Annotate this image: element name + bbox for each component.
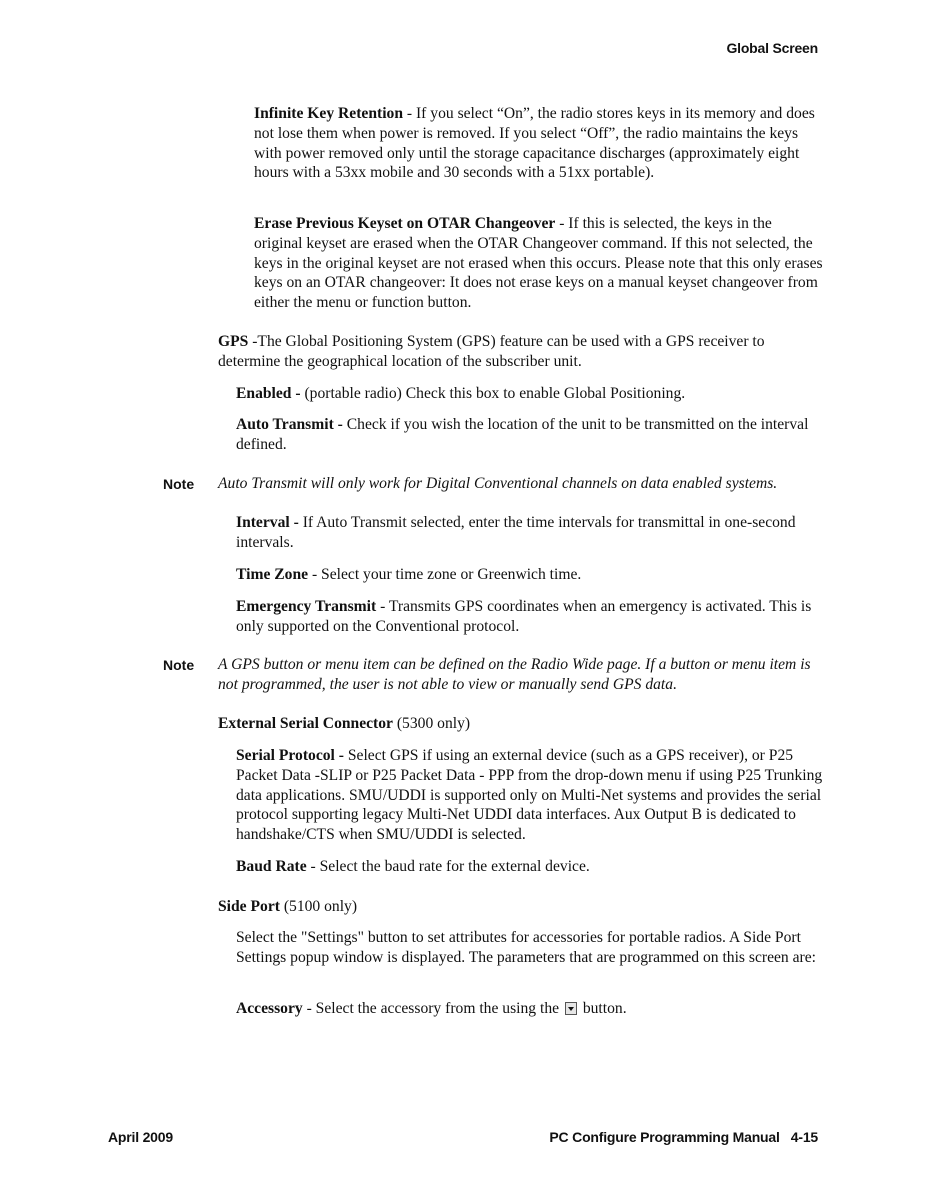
term-emergency-transmit: Emergency Transmit xyxy=(236,598,377,615)
paragraph-baud-rate xyxy=(236,857,826,877)
desc-gps: -The Global Positioning System (GPS) feature can be used with a GPS receiver to determine the geographical location of the subscriber unit. xyxy=(218,333,765,370)
term-interval: Interval - xyxy=(236,514,299,531)
desc-serial-protocol: Select GPS if using an external device (such as a GPS receiver), or P25 Packet Data -SLIP or P25 Packet Data - PPP from the drop-down menu if using P25 Trunking data applications. SMU/UDDI is supported only on Multi-Net systems and provides the serial protocol supporting legacy Multi-Net UDDI data interfaces. Aux Output B is dedicated to handshake/CTS when SMU/UDDI is selected. xyxy=(236,747,823,844)
footer-manual-page xyxy=(549,1129,818,1145)
desc-enabled: (portable radio) Check this box to enable Global Positioning. xyxy=(300,385,686,402)
dropdown-arrow-icon xyxy=(565,1002,577,1015)
paragraph-auto-transmit xyxy=(236,415,826,455)
paragraph-side-port-description: Select the "Settings" button to set attributes for accessories for portable radios. A Side Port Settings popup window is displayed. The parameters that are programmed on this screen are: xyxy=(236,929,816,966)
term-accessory: Accessory xyxy=(236,1000,303,1017)
term-side-port: Side Port xyxy=(218,898,280,915)
footer-date: April 2009 xyxy=(108,1129,173,1145)
desc-side-port: (5100 only) xyxy=(279,898,358,915)
desc-erase-previous-keyset: - If this is selected, the keys in the original keyset are erased when the OTAR Changeover command. If this not selected, the keys in the original keyset are not erased when this occurs. Please note that this only erases keys on an OTAR changeover: It does not erase keys on a manual keyset changeover from either the menu or function button. xyxy=(254,215,823,312)
paragraph-side-port xyxy=(218,897,818,917)
desc-time-zone: - Select your time zone or Greenwich time. xyxy=(308,566,582,583)
term-baud-rate: Baud Rate xyxy=(236,858,307,875)
paragraph-serial-protocol xyxy=(236,746,826,845)
paragraph-infinite-key-retention xyxy=(254,104,824,183)
page-header-title: Global Screen xyxy=(726,40,818,56)
note-label-2: Note xyxy=(163,657,195,673)
term-enabled: Enabled - xyxy=(236,385,301,402)
paragraph-external-serial-connector xyxy=(218,714,818,734)
note-text-1: Auto Transmit will only work for Digital Conventional channels on data enabled systems. xyxy=(218,475,778,492)
desc-accessory-after: button. xyxy=(578,1000,627,1017)
term-auto-transmit: Auto Transmit - xyxy=(236,416,343,433)
desc-accessory-before: - Select the accessory from the using the xyxy=(302,1000,563,1017)
note-text-2: A GPS button or menu item can be defined on the Radio Wide page. If a button or menu item is not programmed, the user is not able to view or manually send GPS data. xyxy=(218,656,811,693)
paragraph-gps xyxy=(218,332,818,372)
desc-emergency-transmit: - Transmits GPS coordinates when an emergency is activated. This is only supported on the Conventional protocol. xyxy=(236,598,812,635)
term-serial-protocol: Serial Protocol - xyxy=(236,747,344,764)
paragraph-enabled xyxy=(236,384,826,404)
paragraph-accessory xyxy=(236,999,826,1019)
paragraph-interval xyxy=(236,513,826,553)
paragraph-erase-previous-keyset xyxy=(254,214,824,313)
desc-auto-transmit: Check if you wish the location of the unit to be transmitted on the interval defined. xyxy=(236,416,809,453)
desc-interval: If Auto Transmit selected, enter the time intervals for transmittal in one-second intervals. xyxy=(236,514,796,551)
desc-external-serial-connector: (5300 only) xyxy=(392,715,471,732)
term-infinite-key-retention: Infinite Key Retention xyxy=(254,105,403,122)
footer-page-number: 4-15 xyxy=(790,1129,818,1145)
term-gps: GPS xyxy=(218,333,249,350)
term-erase-previous-keyset: Erase Previous Keyset on OTAR Changeover xyxy=(254,215,556,232)
term-external-serial-connector: External Serial Connector xyxy=(218,715,393,732)
term-time-zone: Time Zone xyxy=(236,566,309,583)
paragraph-emergency-transmit xyxy=(236,597,826,637)
desc-baud-rate: - Select the baud rate for the external device. xyxy=(306,858,590,875)
note-label-1: Note xyxy=(163,476,195,492)
desc-infinite-key-retention: - If you select “On”, the radio stores keys in its memory and does not lose them when power is removed. If you select “Off”, the radio maintains the keys with power removed only until the storage capacitance discharges (approximately eight hours with a 53xx mobile and 30 seconds with a 51xx portable). xyxy=(254,105,815,182)
paragraph-time-zone xyxy=(236,565,826,585)
footer-manual-title: PC Configure Programming Manual xyxy=(549,1129,780,1145)
